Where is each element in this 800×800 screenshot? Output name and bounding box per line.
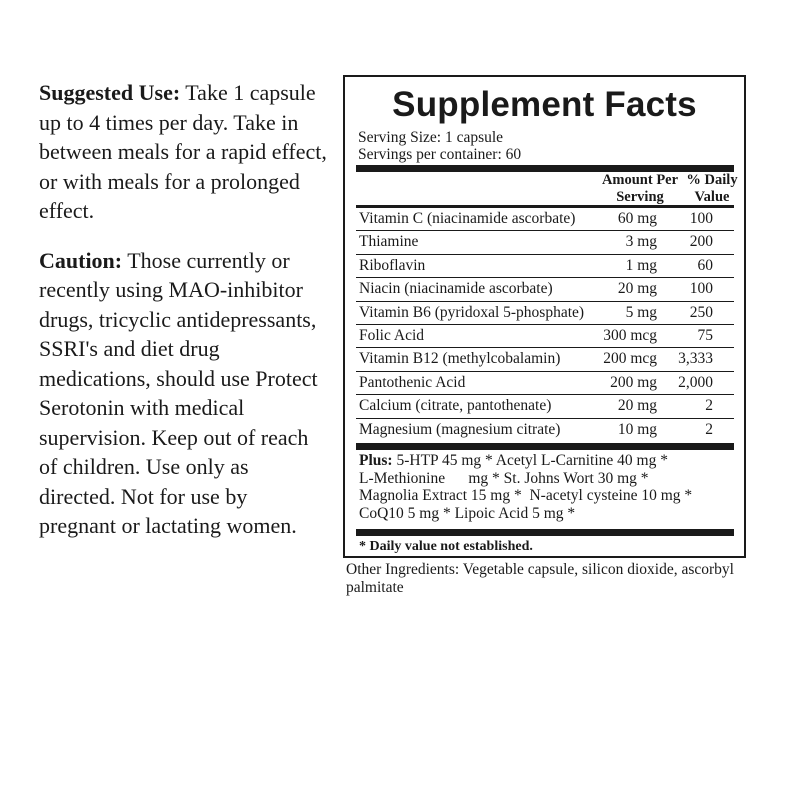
plus-line-3: Magnolia Extract 15 mg * N-acetyl cysteine 10 mg * (359, 487, 693, 504)
nutrient-amount: 20 mg (617, 280, 657, 298)
caution-label: Caution: (39, 247, 123, 273)
servings-per-container: Servings per container: 60 (358, 146, 522, 163)
nutrient-dv: 100 (689, 210, 713, 227)
plus-label: Plus: (359, 452, 393, 469)
nutrient-dv: 250 (689, 303, 713, 321)
nutrient-amount: 300 mcg (603, 326, 657, 344)
nutrient-dv: 60 (697, 256, 713, 274)
caution (39, 246, 329, 541)
panel-title: Supplement Facts (392, 85, 697, 124)
nutrient-amount: 20 mg (617, 397, 657, 415)
nutrient-dv: 100 (689, 280, 713, 298)
column-header-amount-line1: Amount Per (601, 172, 679, 188)
column-header-dv (681, 172, 743, 206)
usage-section (39, 78, 329, 561)
nutrient-dv: 200 (689, 233, 713, 251)
suggested-use-text: Take 1 capsule up to 4 times per day. Take in between meals for a rapid effect, or with meals for a prolonged effect. (39, 80, 327, 223)
supplement-facts-panel (343, 75, 746, 558)
nutrient-name: Calcium (citrate, pantothenate) (359, 397, 552, 415)
nutrient-amount: 5 mg (625, 303, 657, 321)
table-row (356, 325, 734, 348)
nutrient-amount: 10 mg (617, 420, 657, 438)
rule-thick-middle (356, 443, 734, 450)
nutrient-name: Thiamine (359, 233, 419, 251)
table-row (356, 208, 734, 231)
table-row (356, 348, 734, 371)
plus-line-2: L-Methionine mg * St. Johns Wort 30 mg * (359, 469, 649, 487)
rule-thick-bottom (356, 529, 734, 536)
other-ingredients: Other Ingredients: Vegetable capsule, silicon dioxide, ascorbyl palmitate (346, 561, 734, 596)
table-row (356, 372, 734, 395)
plus-line-1 (359, 452, 739, 470)
additional-ingredients (359, 452, 739, 522)
nutrient-name: Vitamin B12 (methylcobalamin) (359, 350, 561, 368)
plus-text-1: 5-HTP 45 mg * Acetyl L-Carnitine 40 mg * (396, 452, 668, 469)
nutrient-amount: 3 mg (625, 233, 657, 251)
nutrient-dv: 2 (705, 397, 713, 415)
table-row (356, 231, 734, 254)
table-row (356, 278, 734, 301)
nutrient-dv: 75 (697, 326, 713, 344)
footnote: * Daily value not established. (359, 539, 533, 554)
nutrient-table (356, 208, 734, 441)
plus-line-4: CoQ10 5 mg * Lipoic Acid 5 mg * (359, 504, 576, 522)
nutrient-name: Vitamin B6 (pyridoxal 5-phosphate) (359, 303, 585, 321)
table-row (356, 419, 734, 441)
table-row (356, 255, 734, 278)
serving-size: Serving Size: 1 capsule (358, 129, 504, 146)
caution-text: Those currently or recently using MAO-inhibitor drugs, tricyclic antidepressants, SSRI's and diet drug medications, should use Protect Serotonin with medical supervision. Keep out of reach of children. Use only as directed. Not for use by pregnant or lactating women. (39, 247, 318, 538)
nutrient-amount: 200 mcg (603, 350, 657, 368)
nutrient-name: Niacin (niacinamide ascorbate) (359, 280, 553, 298)
nutrient-dv: 3,333 (678, 350, 713, 368)
nutrient-name: Folic Acid (359, 326, 425, 344)
table-row (356, 395, 734, 418)
nutrient-name: Pantothenic Acid (359, 373, 466, 391)
nutrient-name: Riboflavin (359, 256, 426, 274)
nutrient-amount: 200 mg (610, 373, 657, 391)
rule-thick-top (356, 165, 734, 172)
suggested-use (39, 78, 329, 226)
serving-info (358, 129, 521, 163)
suggested-use-label: Suggested Use: (39, 80, 181, 105)
nutrient-name: Vitamin C (niacinamide ascorbate) (359, 210, 576, 227)
nutrient-amount: 1 mg (625, 256, 657, 274)
nutrient-amount: 60 mg (617, 210, 657, 227)
column-header-amount (592, 172, 688, 206)
column-header-dv-line2: Value (694, 189, 730, 205)
column-header-amount-line2: Serving (616, 189, 664, 205)
column-header-dv-line1: % Daily (686, 172, 738, 188)
table-row (356, 302, 734, 325)
nutrient-dv: 2,000 (678, 373, 713, 391)
nutrient-name: Magnesium (magnesium citrate) (359, 420, 561, 438)
nutrient-dv: 2 (705, 420, 713, 438)
